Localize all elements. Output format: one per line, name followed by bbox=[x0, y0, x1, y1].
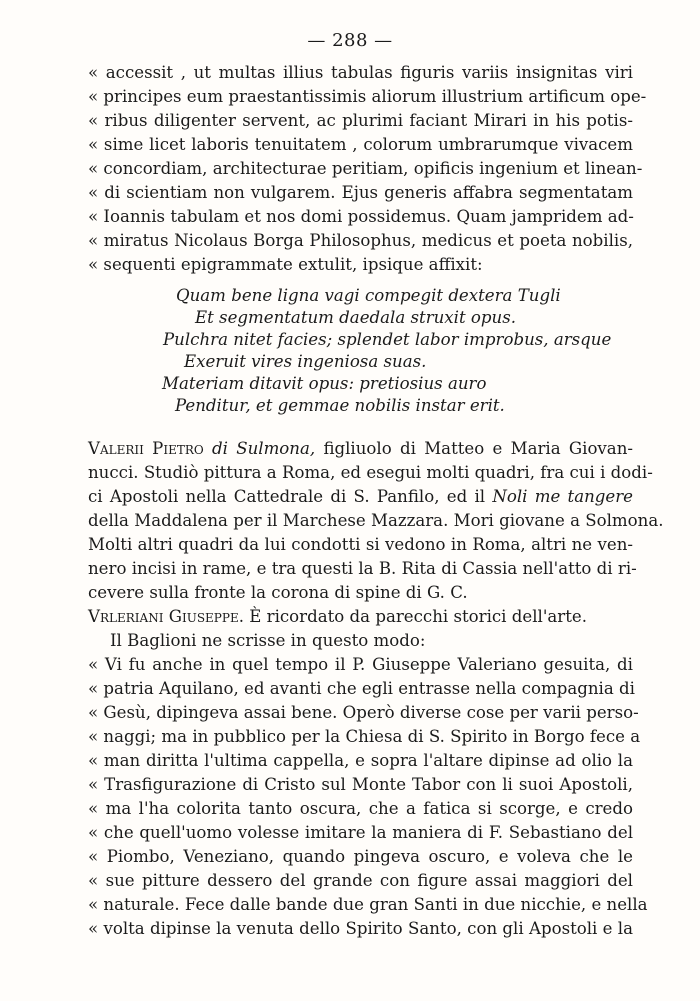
entry-valerii-line: Valerii Pietro di Sulmona, figliuolo di Matteo e Maria Giovan- bbox=[88, 439, 633, 458]
baglioni-quote-line: « Vi fu anche in quel tempo il P. Giuseppe Valeriano gesuita, di bbox=[88, 655, 633, 674]
baglioni-quote-line: « sue pitture dessero del grande con figure assai maggiori del bbox=[88, 871, 633, 890]
entry-valerii-line: della Maddalena per il Marchese Mazzara. Mori giovane a Solmona. bbox=[88, 511, 664, 530]
entry-valerii-line: cevere sulla fronte la corona di spine di G. C. bbox=[88, 583, 468, 602]
baglioni-quote-line: « Piombo, Veneziano, quando pingeva oscuro, e voleva che le bbox=[88, 847, 633, 866]
baglioni-quote-line: « Trasfigurazione di Cristo sul Monte Tabor con li suoi Apostoli, bbox=[88, 775, 633, 794]
baglioni-quote-line: « patria Aquilano, ed avanti che egli entrasse nella compagnia di bbox=[88, 679, 635, 698]
quote-line: « sequenti epigrammate extulit, ipsique affixit: bbox=[88, 255, 483, 274]
entry-valeriani-line: Il Baglioni ne scrisse in questo modo: bbox=[110, 631, 426, 650]
entry-valerii-place: di Sulmona, bbox=[212, 439, 316, 458]
entry-valerii-line: nero incisi in rame, e tra questi la B. Rita di Cassia nell'atto di ri- bbox=[88, 559, 637, 578]
epigram-line: Penditur, et gemmae nobilis instar erit. bbox=[175, 396, 505, 415]
entry-valeriani-name: Vrleriani Giuseppe. bbox=[88, 607, 244, 626]
quote-line: « ribus diligenter servent, ac plurimi faciant Mirari in his potis- bbox=[88, 111, 633, 130]
baglioni-quote-line: « volta dipinse la venuta dello Spirito Santo, con gli Apostoli e la bbox=[88, 919, 633, 938]
quote-line: « miratus Nicolaus Borga Philosophus, medicus et poeta nobilis, bbox=[88, 231, 633, 250]
baglioni-quote-line: « ma l'ha colorita tanto oscura, che a fatica si scorge, e credo bbox=[88, 799, 633, 818]
baglioni-quote-line: « naturale. Fece dalle bande due gran Santi in due nicchie, e nella bbox=[88, 895, 648, 914]
entry-valerii-name: Valerii Pietro bbox=[88, 439, 204, 458]
entry-valerii-line: ci Apostoli nella Cattedrale di S. Panfilo, ed il Noli me tangere bbox=[88, 487, 634, 506]
epigram-line: Et segmentatum daedala struxit opus. bbox=[195, 308, 517, 327]
artwork-title: Noli me tangere bbox=[492, 487, 634, 506]
quote-line: « di scientiam non vulgarem. Ejus generis affabra segmentatam bbox=[88, 183, 633, 202]
quote-line: « accessit , ut multas illius tabulas figuris variis insignitas viri bbox=[88, 63, 633, 82]
baglioni-quote-line: « che quell'uomo volesse imitare la maniera di F. Sebastiano del bbox=[88, 823, 633, 842]
epigram-line: Pulchra nitet facies; splendet labor improbus, arsque bbox=[163, 330, 612, 349]
baglioni-quote-line: « naggi; ma in pubblico per la Chiesa di S. Spirito in Borgo fece a bbox=[88, 727, 641, 746]
epigram-line: Exeruit vires ingeniosa suas. bbox=[184, 352, 427, 371]
quote-line: « concordiam, architecturae peritiam, opificis ingenium et linean- bbox=[88, 159, 643, 178]
entry-valeriani-line: Vrleriani Giuseppe. È ricordato da parecchi storici dell'arte. bbox=[88, 607, 587, 626]
baglioni-quote-line: « man diritta l'ultima cappella, e sopra l'altare dipinse ad olio la bbox=[88, 751, 633, 770]
epigram-line: Quam bene ligna vagi compegit dextera Tugli bbox=[176, 286, 561, 305]
entry-valerii-line: Molti altri quadri da lui condotti si vedono in Roma, altri ne ven- bbox=[88, 535, 633, 554]
page-number: — 288 — bbox=[307, 30, 393, 51]
quote-line: « Ioannis tabulam et nos domi possidemus. Quam jampridem ad- bbox=[88, 207, 634, 226]
entry-valerii-line: nucci. Studiò pittura a Roma, ed esegui molti quadri, fra cui i dodi- bbox=[88, 463, 653, 482]
epigram-line: Materiam ditavit opus: pretiosius auro bbox=[162, 374, 487, 393]
quote-line: « principes eum praestantissimis aliorum illustrium artificum ope- bbox=[88, 87, 647, 106]
baglioni-quote-line: « Gesù, dipingeva assai bene. Operò diverse cose per varii perso- bbox=[88, 703, 639, 722]
quote-line: « sime licet laboris tenuitatem , colorum umbrarumque vivacem bbox=[88, 135, 633, 154]
